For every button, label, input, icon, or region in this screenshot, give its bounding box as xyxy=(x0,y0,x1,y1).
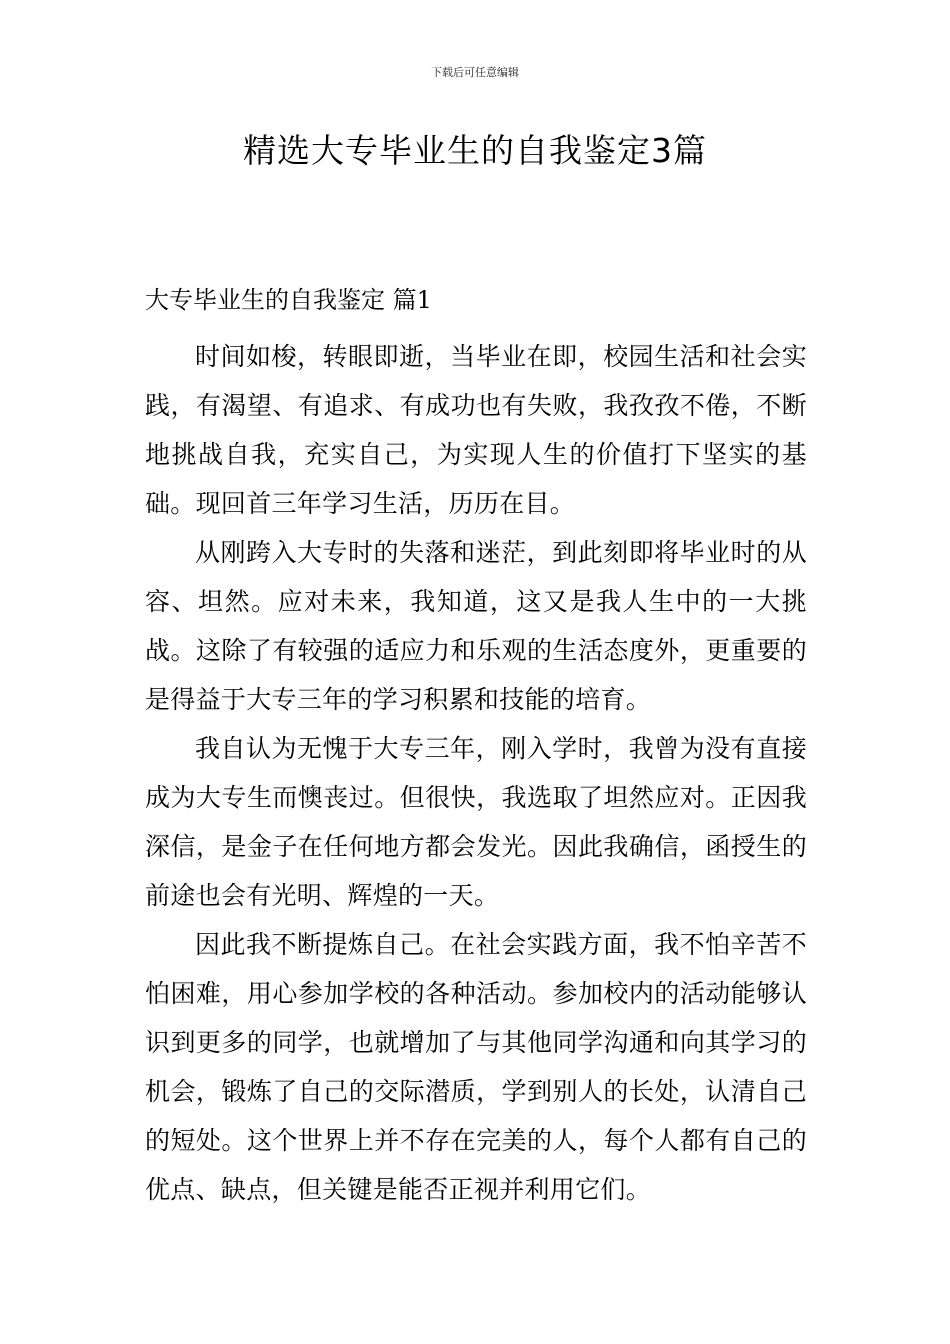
document-title: 精选大专毕业生的自我鉴定3篇 xyxy=(243,131,707,170)
header-note: 下载后可任意编辑 xyxy=(431,66,519,79)
paragraph: 从刚跨入大专时的失落和迷茫，到此刻即将毕业时的从容、坦然。应对未来，我知道，这又是我人生中的一大挑战。这除了有较强的适应力和乐观的生活态度外，更重要的是得益于大专三年的学习积累和技能的培育。 xyxy=(145,538,807,714)
paragraph: 我自认为无愧于大专三年，刚入学时，我曾为没有直接成为大专生而懊丧过。但很快，我选取了坦然应对。正因我深信，是金子在任何地方都会发光。因此我确信，函授生的前途也会有光明、辉煌的一天。 xyxy=(145,734,807,910)
paragraph: 时间如梭，转眼即逝，当毕业在即，校园生活和社会实践，有渴望、有追求、有成功也有失败，我孜孜不倦，不断地挑战自我，充实自己，为实现人生的价值打下坚实的基础。现回首三年学习生活，历历在目。 xyxy=(145,342,807,518)
section-heading: 大专毕业生的自我鉴定 篇1 xyxy=(145,286,432,314)
document-body xyxy=(145,280,807,1214)
paragraph: 因此我不断提炼自己。在社会实践方面，我不怕辛苦不怕困难，用心参加学校的各种活动。参加校内的活动能够认识到更多的同学，也就增加了与其他同学沟通和向其学习的机会，锻炼了自己的交际潜质，学到别人的长处，认清自己的短处。这个世界上并不存在完美的人，每个人都有自己的优点、缺点，但关键是能否正视并利用它们。 xyxy=(145,930,807,1204)
